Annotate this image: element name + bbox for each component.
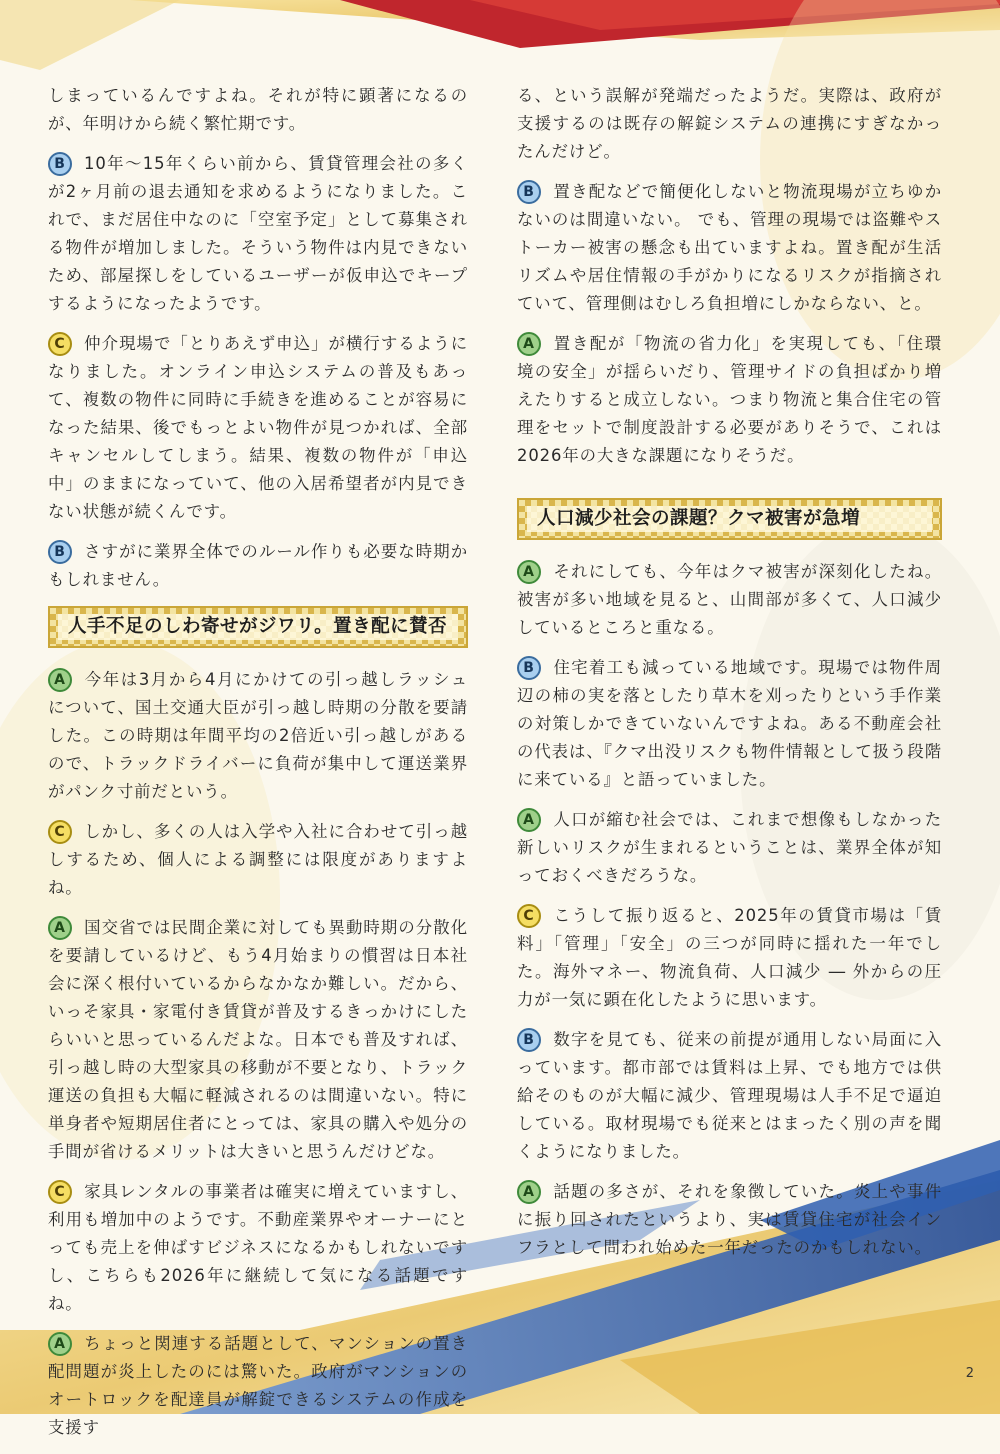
dialogue-text: 人口が縮む社会では、これまで想像もしなかった新しいリスクが生まれるということは、業界全体が知っておくべきだろうな。	[517, 810, 942, 885]
dialogue-paragraph	[48, 150, 468, 318]
section-heading-left-text: 人手不足のしわ寄せがジワリ。置き配に賛否	[68, 616, 448, 637]
dialogue-text: それにしても、今年はクマ被害が深刻化したね。被害が多い地域を見ると、山間部が多くて、人口減少しているところと重なる。	[517, 562, 942, 637]
dialogue-text: さすがに業界全体でのルール作りも必要な時期かもしれません。	[48, 542, 468, 589]
dialogue-paragraph	[48, 818, 468, 902]
dialogue-text: 住宅着工も減っている地域です。現場では物件周辺の柿の実を落としたり草木を刈ったりという手作業の対策しかできていないんですよね。ある不動産会社の代表は、『クマ出没リスクも物件情報として扱う段階に来ている』と語っていました。	[517, 658, 942, 789]
speaker-badge-a: A	[517, 560, 541, 584]
dialogue-paragraph	[48, 914, 468, 1166]
left-column	[48, 82, 468, 1454]
speaker-badge-b: B	[517, 1028, 541, 1052]
dialogue-paragraph	[48, 1330, 468, 1442]
right-intro-dialogue	[517, 82, 942, 470]
dialogue-paragraph	[517, 1178, 942, 1262]
speaker-badge-c: C	[48, 332, 72, 356]
dialogue-text: ちょっと関連する話題として、マンションの置き配問題が炎上したのには驚いた。政府がマンションのオートロックを配達員が解錠できるシステムの作成を支援す	[48, 1334, 468, 1437]
dialogue-text: 置き配が「物流の省力化」を実現しても、「住環境の安全」が揺らいだり、管理サイドの負担ばかり増えたりすると成立しない。つまり物流と集合住宅の管理をセットで制度設計する必要がありそうで、これは2026年の大きな課題になりそうだ。	[517, 334, 942, 465]
speaker-badge-a: A	[517, 808, 541, 832]
speaker-badge-b: B	[48, 152, 72, 176]
speaker-badge-c: C	[48, 1180, 72, 1204]
dialogue-text: 話題の多さが、それを象徴していた。炎上や事件に振り回されたというより、実は賃貸住宅が社会インフラとして問われ始めた一年だったのかもしれない。	[517, 1182, 942, 1257]
dialogue-paragraph	[517, 902, 942, 1014]
dialogue-paragraph	[517, 654, 942, 794]
speaker-badge-a: A	[517, 332, 541, 356]
page-number: 2	[965, 1366, 974, 1381]
speaker-badge-a: A	[48, 916, 72, 940]
dialogue-paragraph	[517, 178, 942, 318]
left-section-dialogue	[48, 666, 468, 1442]
speaker-badge-b: B	[48, 540, 72, 564]
speaker-badge-c: C	[48, 820, 72, 844]
dialogue-text: 仲介現場で「とりあえず申込」が横行するようになりました。オンライン申込システムの普及もあって、複数の物件に同時に手続きを進めることが容易になった結果、後でもっとよい物件が見つかれば、全部キャンセルしてしまう。結果、複数の物件が「申込中」のままになっていて、他の入居希望者が内見できない状態が続くんです。	[48, 334, 468, 521]
dialogue-text: る、という誤解が発端だったようだ。実際は、政府が支援するのは既存の解錠システムの連携にすぎなかったんだけど。	[517, 86, 942, 161]
speaker-badge-b: B	[517, 656, 541, 680]
section-heading-left	[48, 606, 468, 648]
speaker-badge-b: B	[517, 180, 541, 204]
dialogue-text: 家具レンタルの事業者は確実に増えていますし、利用も増加中のようです。不動産業界やオーナーにとっても売上を伸ばすビジネスになるかもしれないですし、こちらも2026年に継続して気になる話題ですね。	[48, 1182, 468, 1313]
speaker-badge-a: A	[517, 1180, 541, 1204]
dialogue-paragraph	[517, 330, 942, 470]
left-intro-dialogue	[48, 82, 468, 594]
dialogue-text: 国交省では民間企業に対しても異動時期の分散化を要請しているけど、もう4月始まりの慣習は日本社会に深く根付いているからなかなか難しい。だから、いっそ家具・家電付き賃貸が普及するきっかけにしたらいいと思っているんだよな。日本でも普及すれば、引っ越し時の大型家具の移動が不要となり、トラック運送の負担も大幅に軽減されるのは間違いない。特に単身者や短期居住者にとっては、家具の購入や処分の手間が省けるメリットは大きいと思うんだけどな。	[48, 918, 468, 1161]
section-heading-right-text: 人口減少社会の課題？クマ被害が急増	[537, 508, 861, 529]
dialogue-text: こうして振り返ると、2025年の賃貸市場は「賃料」「管理」「安全」の三つが同時に揺れた一年でした。海外マネー、物流負荷、人口減少 ― 外からの圧力が一気に顕在化したように思います。	[517, 906, 942, 1009]
dialogue-paragraph	[517, 558, 942, 642]
dialogue-text: 置き配などで簡便化しないと物流現場が立ちゆかないのは間違いない。 でも、管理の現場では盗難やストーカー被害の懸念も出ていますよね。置き配が生活リズムや居住情報の手がかりになるリスクが指摘されていて、管理側はむしろ負担増にしかならない、と。	[517, 182, 942, 313]
speaker-badge-a: A	[48, 668, 72, 692]
dialogue-text: しまっているんですよね。それが特に顕著になるのが、年明けから続く繁忙期です。	[48, 86, 468, 133]
section-heading-right	[517, 498, 942, 540]
dialogue-paragraph	[48, 82, 468, 138]
dialogue-paragraph	[517, 806, 942, 890]
speaker-badge-c: C	[517, 904, 541, 928]
dialogue-text: 10年〜15年くらい前から、賃貸管理会社の多くが2ヶ月前の退去通知を求めるようになりました。これで、まだ居住中なのに「空室予定」として募集される物件が増加しました。そういう物件は内見できないため、部屋探しをしているユーザーが仮申込でキープするようになったようです。	[48, 154, 468, 313]
dialogue-paragraph	[517, 1026, 942, 1166]
speaker-badge-a: A	[48, 1332, 72, 1356]
dialogue-text: 数字を見ても、従来の前提が通用しない局面に入っています。都市部では賃料は上昇、でも地方では供給そのものが大幅に減少、管理現場は人手不足で逼迫している。取材現場でも従来とはまったく別の声を聞くようになりました。	[517, 1030, 942, 1161]
dialogue-paragraph	[517, 82, 942, 166]
right-column	[517, 82, 942, 1274]
dialogue-text: しかし、多くの人は入学や入社に合わせて引っ越しするため、個人による調整には限度がありますよね。	[48, 822, 468, 897]
dialogue-paragraph	[48, 330, 468, 526]
dialogue-paragraph	[48, 538, 468, 594]
dialogue-paragraph	[48, 1178, 468, 1318]
right-section-dialogue	[517, 558, 942, 1262]
dialogue-paragraph	[48, 666, 468, 806]
dialogue-text: 今年は3月から4月にかけての引っ越しラッシュについて、国土交通大臣が引っ越し時期の分散を要請した。この時期は年間平均の2倍近い引っ越しがあるので、トラックドライバーに負荷が集中して運送業界がパンク寸前だという。	[48, 670, 468, 801]
